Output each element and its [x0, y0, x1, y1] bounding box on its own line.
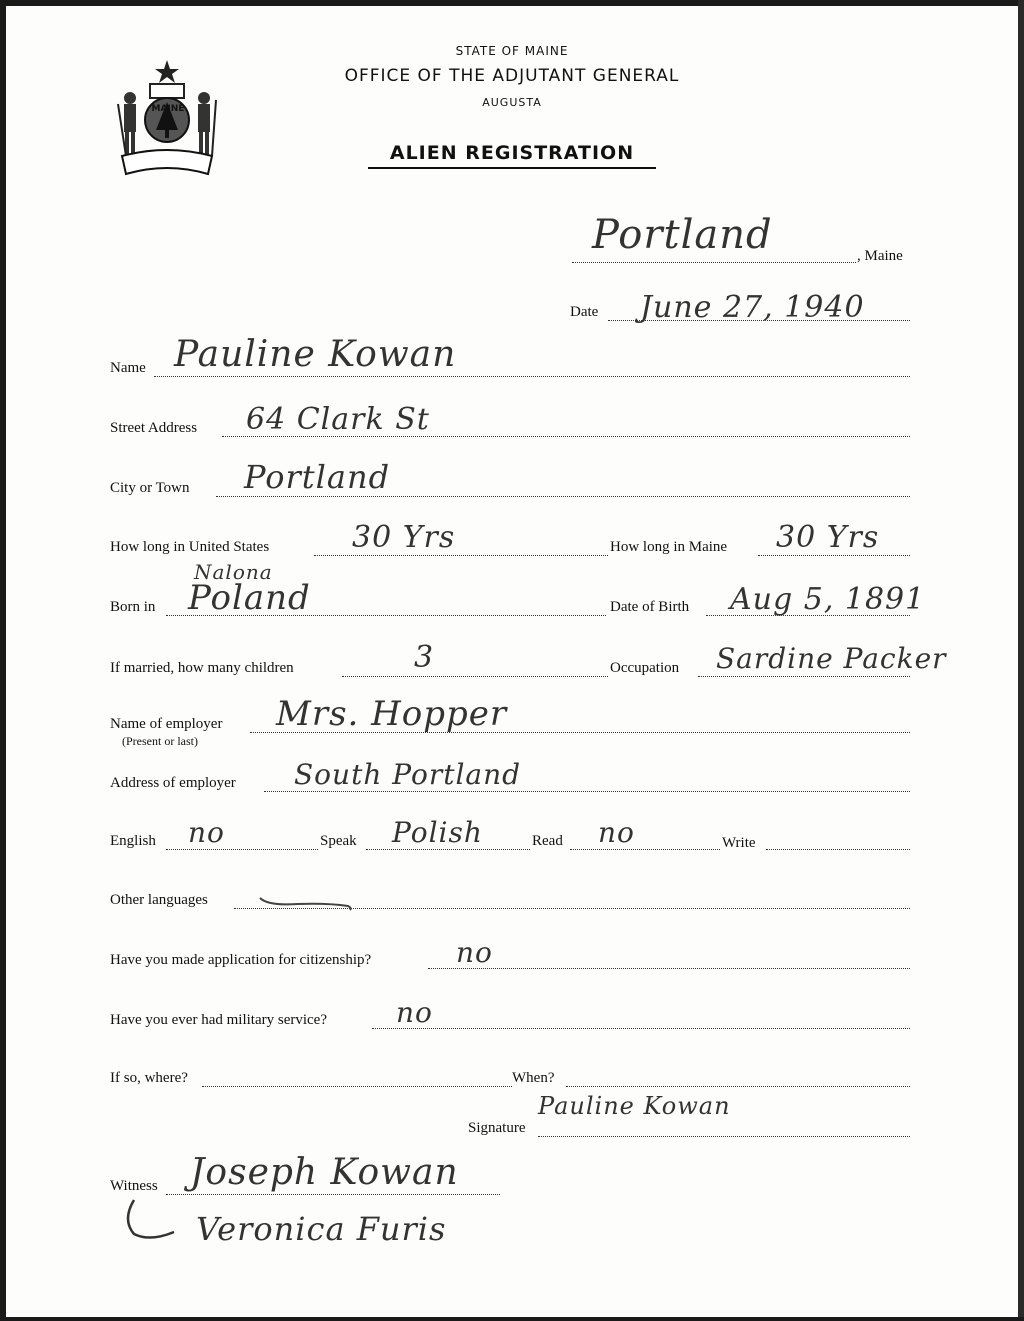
occupation-line — [698, 676, 910, 677]
dob-value: Aug 5, 1891 — [730, 582, 926, 617]
citizenship-value: no — [456, 936, 493, 969]
how-long-us-label: How long in United States — [110, 539, 270, 555]
citizenship-label: Have you made application for citizenship? — [110, 952, 372, 968]
employer-value: Mrs. Hopper — [276, 694, 508, 734]
read-line — [570, 849, 720, 850]
employer-address-value: South Portland — [294, 758, 522, 791]
english-label: English — [110, 833, 156, 849]
military-label: Have you ever had military service? — [110, 1012, 327, 1028]
born-value: Poland — [188, 578, 311, 618]
place-line — [572, 262, 856, 263]
how-long-us-value: 30 Yrs — [352, 520, 456, 555]
how-long-maine-line — [758, 555, 910, 556]
witness-label: Witness — [110, 1178, 158, 1194]
write-line — [766, 849, 910, 850]
city-label: City or Town — [110, 480, 190, 496]
witness-flourish-icon — [120, 1196, 180, 1242]
speak-label: Speak — [320, 833, 357, 849]
dash-mark-icon — [258, 894, 354, 912]
born-note: Nalona — [194, 560, 273, 584]
how-long-us-line — [314, 555, 608, 556]
how-long-maine-label: How long in Maine — [610, 539, 728, 555]
children-label: If married, how many children — [110, 660, 294, 676]
name-label: Name — [110, 360, 146, 376]
where-label: If so, where? — [110, 1070, 188, 1086]
english-line — [166, 849, 318, 850]
witness-value: Joseph Kowan — [190, 1152, 459, 1193]
scan-border-right — [1018, 0, 1024, 1321]
witness-line — [166, 1194, 500, 1195]
where-line — [202, 1086, 512, 1087]
speak-value: Polish — [392, 816, 483, 849]
signature-label: Signature — [468, 1120, 526, 1136]
military-value: no — [396, 996, 433, 1029]
date-label: Date — [570, 304, 599, 320]
born-label: Born in — [110, 599, 156, 615]
read-label: Read — [532, 833, 563, 849]
citizenship-line — [428, 968, 910, 969]
dob-label: Date of Birth — [610, 599, 690, 615]
seal-label: MAINE — [151, 104, 185, 114]
scan-border-top — [0, 0, 1024, 6]
speak-line — [366, 849, 530, 850]
scan-border-bottom — [0, 1317, 1024, 1321]
street-value: 64 Clark St — [246, 402, 430, 437]
place-value: Portland — [592, 212, 773, 258]
english-value: no — [188, 816, 225, 849]
employer-label: Name of employer — [110, 716, 223, 732]
employer-address-line — [264, 791, 910, 792]
when-line — [566, 1086, 910, 1087]
maine-label: , Maine — [857, 248, 903, 264]
office-heading: OFFICE OF THE ADJUTANT GENERAL — [344, 66, 680, 86]
name-line — [154, 376, 910, 377]
other-languages-label: Other languages — [110, 892, 208, 908]
scan-border-left — [0, 0, 6, 1321]
write-label: Write — [722, 835, 756, 851]
how-long-maine-value: 30 Yrs — [776, 520, 880, 555]
employer-sublabel: (Present or last) — [122, 734, 198, 748]
signature-line — [538, 1136, 910, 1137]
children-value: 3 — [414, 640, 435, 675]
page-title: ALIEN REGISTRATION — [368, 142, 656, 169]
military-line — [372, 1028, 910, 1029]
children-line — [342, 676, 608, 677]
city-heading: AUGUSTA — [482, 96, 542, 109]
employer-address-label: Address of employer — [110, 775, 236, 791]
street-label: Street Address — [110, 420, 198, 436]
city-value: Portland — [244, 458, 391, 496]
read-value: no — [598, 816, 635, 849]
witness-2-value: Veronica Furis — [196, 1210, 447, 1248]
name-value: Pauline Kowan — [174, 334, 457, 375]
state-heading: STATE OF MAINE — [455, 44, 569, 58]
when-label: When? — [512, 1070, 555, 1086]
city-line — [216, 496, 910, 497]
date-value: June 27, 1940 — [640, 290, 865, 325]
occupation-value: Sardine Packer — [716, 642, 947, 675]
signature-value: Pauline Kowan — [538, 1092, 731, 1120]
occupation-label: Occupation — [610, 660, 680, 676]
